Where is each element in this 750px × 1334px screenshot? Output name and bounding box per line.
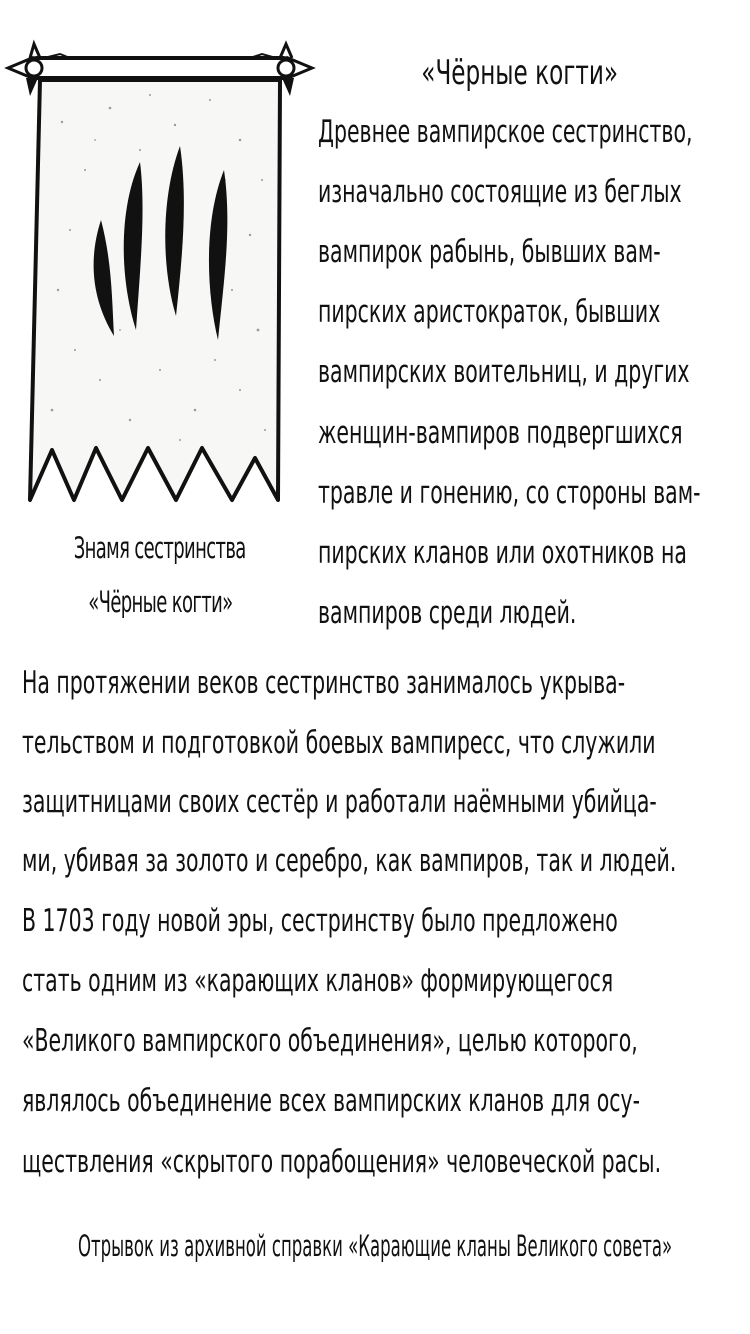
side-paragraph-line: пирских аристократок, бывших (318, 294, 661, 330)
banner-caption-line-1: Знамя сестринства (74, 531, 246, 565)
main-paragraph-line: являлось объединение всех вампирских кланов для осу- (22, 1083, 640, 1119)
banner-caption-line-2: «Чёрные когти» (87, 585, 233, 619)
side-paragraph-line: женщин-вампиров подвергшихся (318, 415, 683, 451)
side-paragraph-line: вампирских воительниц, и других (318, 354, 690, 390)
source-citation: Отрывок из архивной справки «Карающие кланы Великого совета» (78, 1229, 673, 1263)
main-paragraph-line: В 1703 году новой эры, сестринству было предложено (22, 903, 618, 939)
side-paragraph-line: Древнее вампирское сестринство, (318, 114, 693, 150)
main-paragraph-line: ми, убивая за золото и серебро, как вампиров, так и людей. (22, 843, 677, 879)
side-paragraph-line: пирских кланов или охотников на (318, 535, 687, 571)
page-title: «Чёрные когти» (421, 53, 619, 93)
banner-illustration (0, 30, 320, 510)
main-paragraph-line: тельством и подготовкой боевых вампиресс, что служили (22, 725, 656, 761)
banner-cloth (30, 80, 280, 500)
side-paragraph-line: травле и гонению, со стороны вам- (318, 475, 701, 511)
side-paragraph-line: вампиров среди людей. (318, 595, 577, 631)
main-paragraph-line: защитницами своих сестёр и работали наёмными убийца- (22, 784, 657, 820)
side-paragraph-line: изначально состоящие из беглых (318, 174, 682, 210)
main-paragraph-line: ществления «скрытого порабощения» человеческой расы. (22, 1144, 662, 1180)
side-paragraph-line: вампирок рабынь, бывших вам- (318, 234, 661, 270)
main-paragraph-line: На протяжении веков сестринство занималось укрыва- (22, 665, 626, 701)
main-paragraph-line: «Великого вампирского объединения», целью которого, (22, 1023, 638, 1059)
main-paragraph-line: стать одним из «карающих кланов» формирующегося (22, 963, 614, 999)
